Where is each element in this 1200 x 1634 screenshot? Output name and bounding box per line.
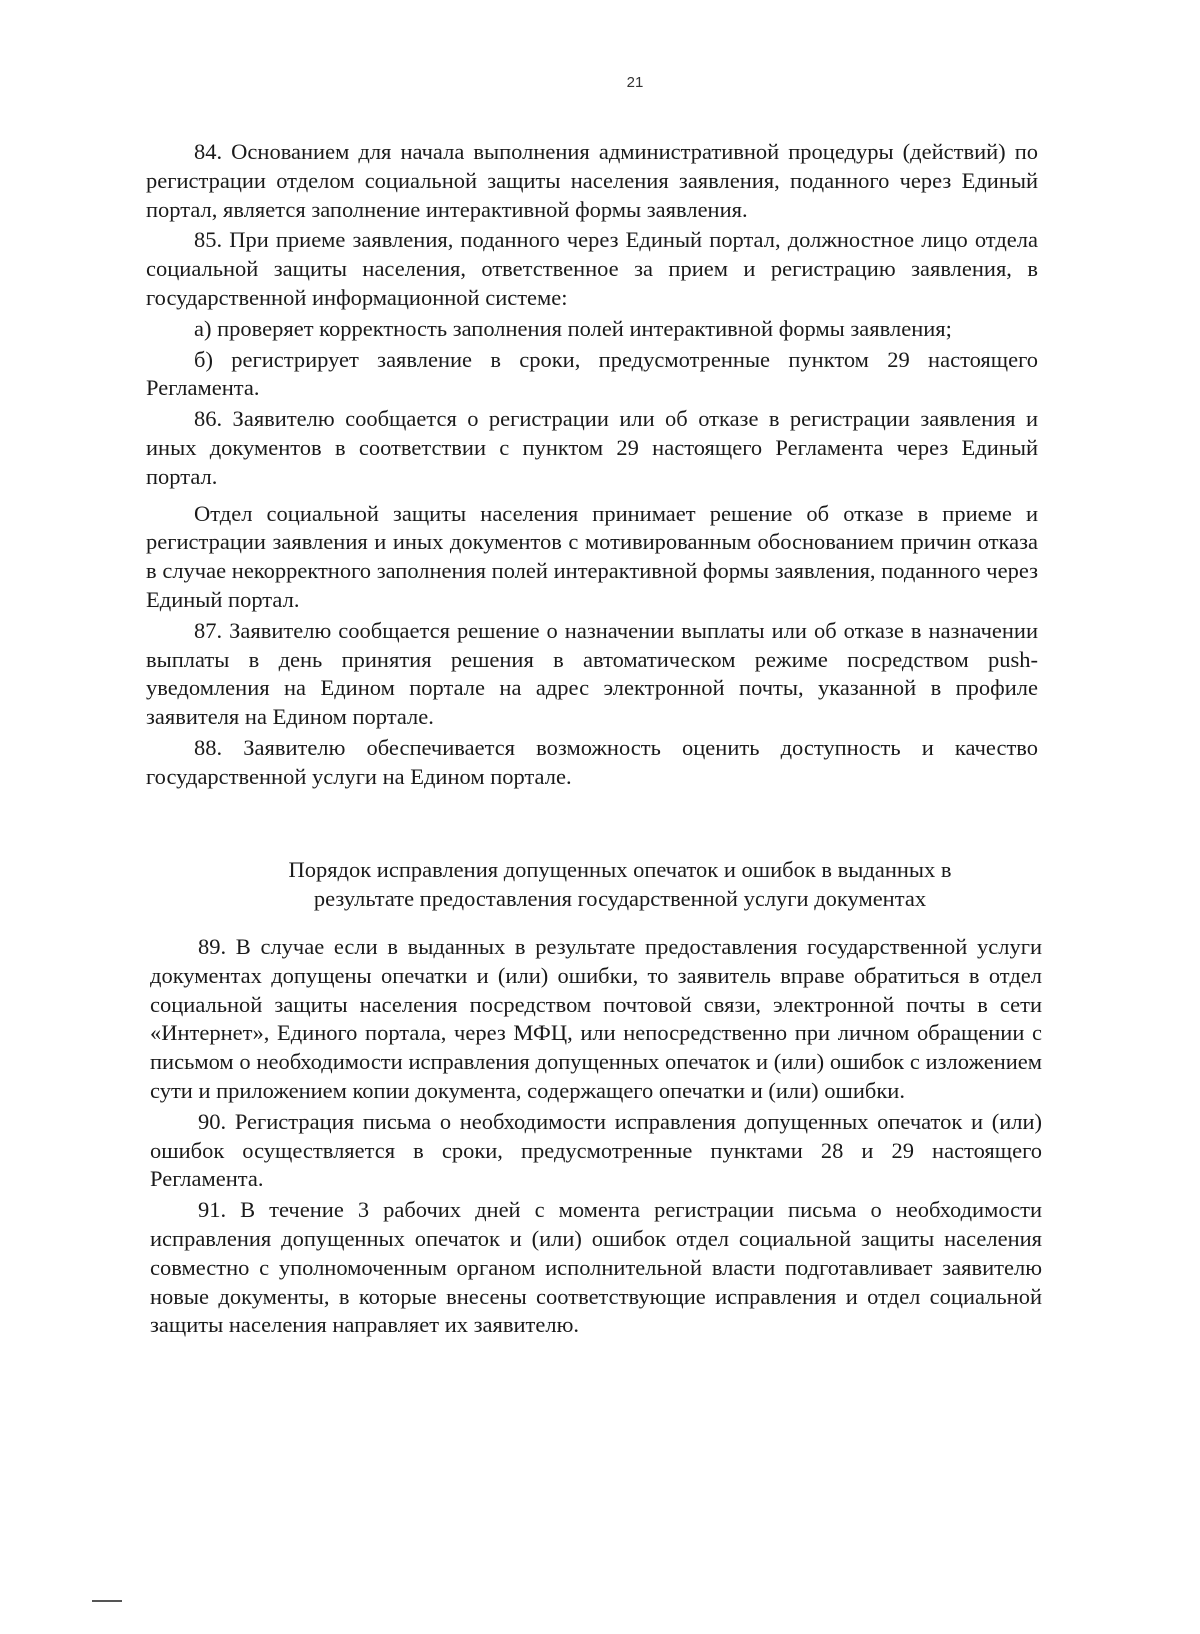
paragraph-89: 89. В случае если в выданных в результате предоставления государственной услуги документах допущены опечатки и (или) ошибки, то заявитель вправе обратиться в отдел социальной защиты населения посредством почтовой связи, электронной почты в сети «Интернет», Единого портала, через МФЦ, или непосредственно при личном обращении с письмом о необходимости исправления допущенных опечаток и (или) ошибок с изложением сути и приложением копии документа, содержащего опечатки и (или) ошибки. <box>150 934 1042 1103</box>
section-heading-line-1: Порядок исправления допущенных опечаток и ошибок в выданных в <box>288 857 952 882</box>
document-body-bottom <box>150 933 1042 1340</box>
page-number: 21 <box>626 74 644 91</box>
paragraph-85-a: а) проверяет корректность заполнения полей интерактивной формы заявления; <box>194 315 952 341</box>
paragraph-88: 88. Заявителю обеспечивается возможность оценить доступность и качество государственной услуги на Едином портале. <box>146 734 1038 789</box>
paragraph-90: 90. Регистрация письма о необходимости исправления допущенных опечаток и (или) ошибок осуществляется в сроки, предусмотренные пунктами 28 и 29 настоящего Регламента. <box>150 1108 1042 1192</box>
paragraph-86: 86. Заявителю сообщается о регистрации или об отказе в регистрации заявления и иных документов в соответствии с пунктом 29 настоящего Регламента через Единый портал. <box>146 406 1038 489</box>
paragraph-84: 84. Основанием для начала выполнения административной процедуры (действий) по регистрации отделом социальной защиты населения заявления, поданного через Единый портал, является заполнение интерактивной формы заявления. <box>146 139 1038 222</box>
paragraph-91: 91. В течение 3 рабочих дней с момента регистрации письма о необходимости исправления допущенных опечаток и (или) ошибок отдел социальной защиты населения совместно с уполномоченным органом исполнительной власти подготавливает заявителю новые документы, в которые внесены соответствующие исправления и отдел социальной защиты населения направляет их заявителю. <box>150 1197 1042 1338</box>
paragraph-85-b: б) регистрирует заявление в сроки, предусмотренные пунктом 29 настоящего Регламента. <box>146 346 1038 401</box>
section-heading <box>180 855 1060 913</box>
paragraph-87: 87. Заявителю сообщается решение о назначении выплаты или об отказе в назначении выплаты в день принятия решения в автоматическом режиме посредством push-уведомления на Едином портале на адрес электронной почты, указанной в профиле заявителя на Едином портале. <box>146 617 1038 730</box>
paragraph-86-refusal: Отдел социальной защиты населения принимает решение об отказе в приеме и регистрации заявления и иных документов с мотивированным обоснованием причин отказа в случае некорректного заполнения полей интерактивной формы заявления, поданного через Единый портал. <box>146 500 1038 612</box>
paragraph-85: 85. При приеме заявления, поданного через Единый портал, должностное лицо отдела социальной защиты населения, ответственное за прием и регистрацию заявления, в государственной информационной системе: <box>146 227 1038 310</box>
document-body-top <box>146 138 1038 792</box>
section-heading-line-2: результате предоставления государственной услуги документах <box>313 886 927 911</box>
scan-margin-mark <box>92 1600 122 1602</box>
